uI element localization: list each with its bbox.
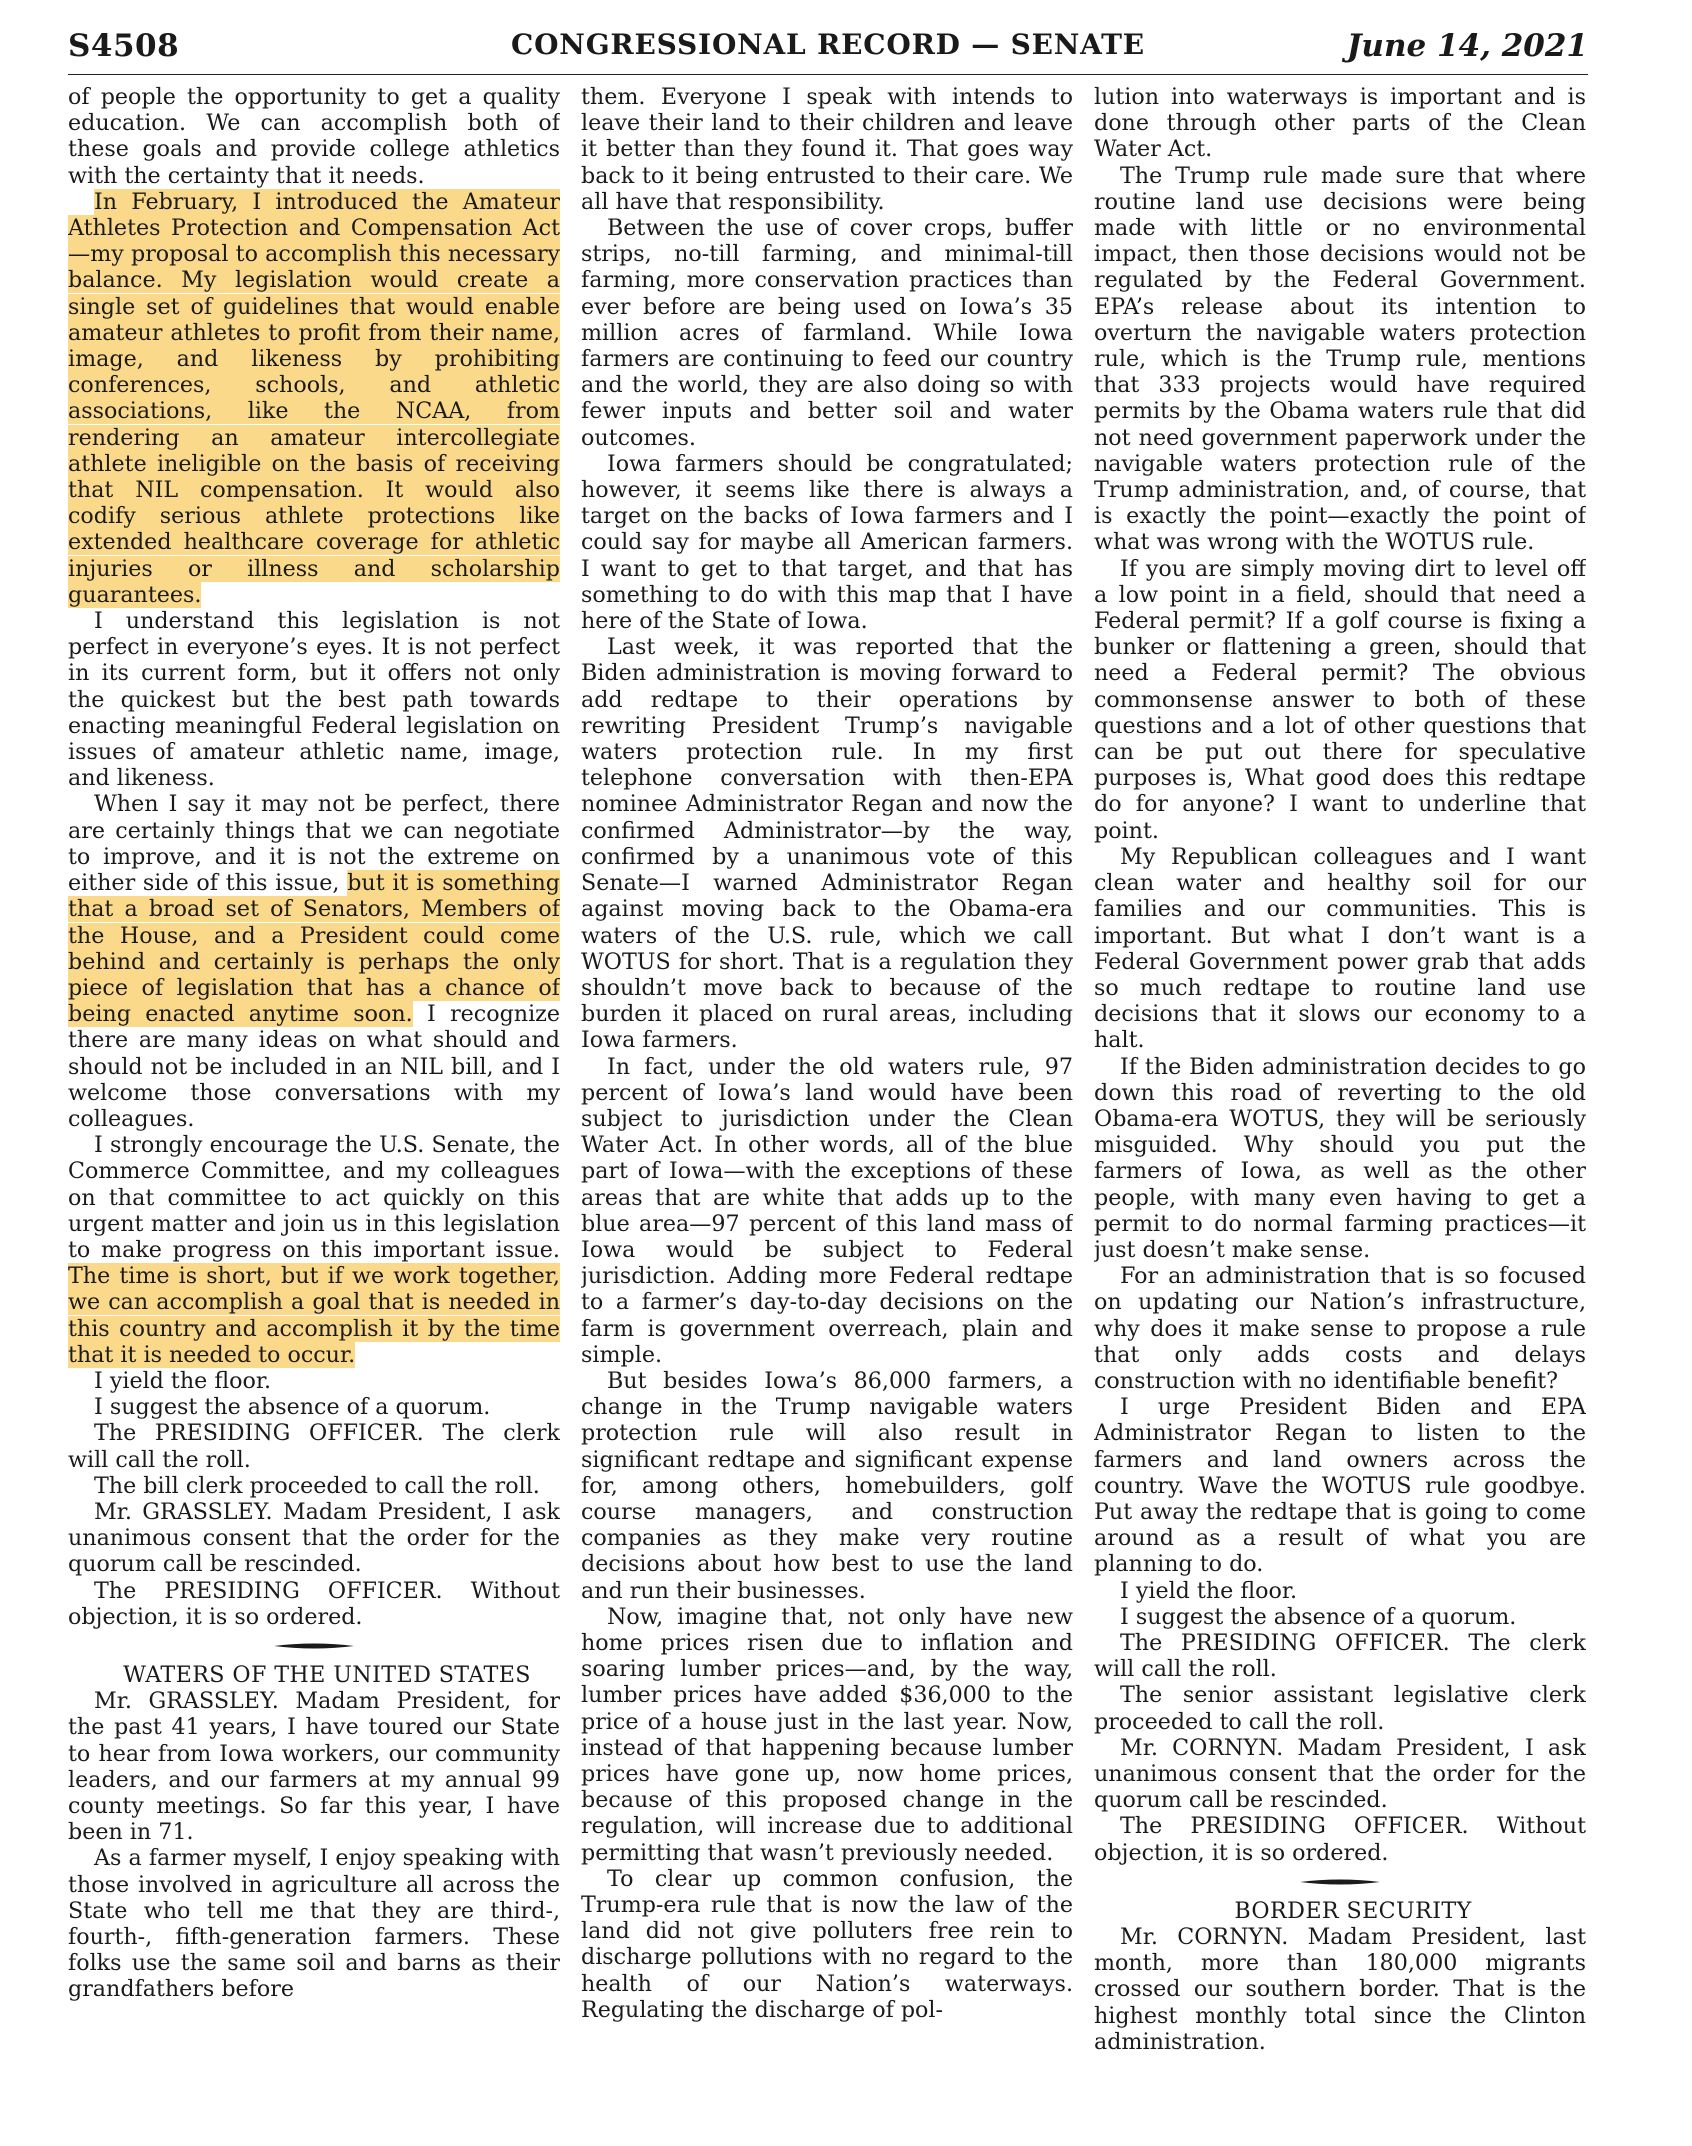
paragraph: But besides Iowa’s 86,000 farmers, a change in the Trump navigable waters protection rule will also result in significant redtape and significant expense for, among others, homebuilders, golf course managers, and construction companies as they make very routine decisions about how best to use the land and run their businesses.	[581, 1367, 1073, 1604]
section-heading-waters: WATERS OF THE UNITED STATES	[123, 1661, 531, 1688]
paragraph: The bill clerk proceeded to call the roll.	[94, 1472, 540, 1499]
paragraph: Iowa farmers should be congratulated; however, it seems like there is always a target on the backs of Iowa farmers and I could say for maybe all American farmers. I want to get to that target, and that has something to do with this map that I have here of the State of Iowa.	[581, 450, 1073, 635]
paragraph: Mr. GRASSLEY. Madam President, I ask unanimous consent that the order for the quorum call be rescinded.	[68, 1498, 560, 1578]
paragraph: The PRESIDING OFFICER. Without objection, it is so ordered.	[68, 1577, 560, 1630]
paragraph	[68, 189, 560, 608]
paragraph: Mr. GRASSLEY. Madam President, for the past 41 years, I have toured our State to hear from Iowa workers, our community leaders, and our farmers at my annual 99 county meetings. So far this year, I have been in 71.	[68, 1688, 560, 1846]
paragraph	[68, 791, 560, 1132]
paragraph: Mr. CORNYN. Madam President, I ask unanimous consent that the order for the quorum call be rescinded.	[1094, 1734, 1586, 1814]
paragraph: The PRESIDING OFFICER. The clerk will call the roll.	[68, 1420, 560, 1473]
paragraph: If the Biden administration decides to go down this road of reverting to the old Obama-era WOTUS, they will be seriously misguided. Why should you put the farmers of Iowa, as well as the other people, with many even having to get a permit to do normal farming practices—it just doesn’t make sense.	[1094, 1053, 1586, 1263]
paragraph: I yield the floor.	[1120, 1577, 1298, 1604]
paragraph: I understand this legislation is not perfect in everyone’s eyes. It is not perfect in its current form, but it offers not only the quickest but the best path towards enacting meaningful Federal legislation on issues of amateur athletic name, image, and likeness.	[68, 608, 560, 792]
paragraph: For an administration that is so focused on updating our Nation’s infrastructure, why does it make sense to propose a rule that only adds costs and delays construction with no identifiable benefit?	[1094, 1263, 1586, 1394]
paragraph: The PRESIDING OFFICER. Without objection, it is so ordered.	[1094, 1813, 1586, 1866]
paragraph: lution into waterways is important and is done through other parts of the Clean Water Act.	[1094, 84, 1586, 163]
paragraph: To clear up common confusion, the Trump-era rule that is now the law of the land did not give polluters free rein to discharge pollutions with no regard to the health of our Nation’s waterways. Regulating the discharge of pol-	[581, 1865, 1073, 2023]
publication-title: CONGRESSIONAL RECORD — SENATE	[511, 28, 1145, 61]
paragraph: I suggest the absence of a quorum.	[94, 1394, 491, 1421]
paragraph: The senior assistant legislative clerk proceeded to call the roll.	[1094, 1682, 1586, 1735]
text-column-2	[581, 84, 1073, 2129]
paragraph: If you are simply moving dirt to level off a low point in a field, should that need a Federal permit? If a golf course is fixing a bunker or flattening a green, should that need a Federal permit? The obvious commonsense answer to both of these questions and a lot of other questions that can be put out there for speculative purposes is, What good does this redtape do for anyone? I want to underline that point.	[1094, 555, 1586, 844]
paragraph: The Trump rule made sure that where routine land use decisions were being made with little or no environmental impact, then those decisions would not be regulated by the Federal Government. EPA’s release about its intention to overturn the navigable waters protection rule, which is the Trump rule, mentions that 333 projects would have required permits by the Obama waters rule that did not need government paperwork under the navigable waters protection rule of the Trump administration, and, of course, that is exactly the point—exactly the point of what was wrong with the WOTUS rule.	[1094, 162, 1586, 556]
paragraph: Between the use of cover crops, buffer strips, no-till farming, and minimal-till farming, more conservation practices than ever before are being used on Iowa’s 35 million acres of farmland. While Iowa farmers are continuing to feed our country and the world, they are also doing so with fewer inputs and better soil and water outcomes.	[581, 215, 1073, 451]
paragraph: Now, imagine that, not only have new home prices risen due to inflation and soaring lumber prices—and, by the way, lumber prices have added $36,000 to the price of a house just in the last year. Now, instead of that happening because lumber prices have gone up, now home prices, because of this proposed change in the regulation, will increase due to additional permitting that wasn’t previously needed.	[581, 1603, 1073, 1866]
paragraph: In fact, under the old waters rule, 97 percent of Iowa’s land would have been subject to jurisdiction under the Clean Water Act. In other words, all of the blue part of Iowa—with the exceptions of these areas that are white that adds up to the blue area—97 percent of this land mass of Iowa would be subject to Federal jurisdiction. Adding more Federal redtape to a farmer’s day-to-day decisions on the farm is government overreach, plain and simple.	[581, 1053, 1073, 1368]
paragraph: of people the opportunity to get a quality education. We can accomplish both of these goals and provide college athletics with the certainty that it needs.	[68, 84, 560, 189]
section-divider	[274, 1642, 354, 1650]
text-column-1	[68, 84, 560, 2129]
paragraph-text: I recognize there are many ideas on what should and should not be included in an NIL bill, and I welcome those conversations with my colleagues.	[68, 1001, 560, 1132]
paragraph: them. Everyone I speak with intends to leave their land to their children and leave it better than they found it. That goes way back to it being entrusted to their care. We all have that responsibility.	[581, 84, 1073, 215]
paragraph: I yield the floor.	[94, 1367, 272, 1394]
paragraph	[68, 1132, 560, 1368]
section-heading-border: BORDER SECURITY	[1234, 1897, 1472, 1924]
page-number: S4508	[68, 28, 180, 64]
paragraph: Mr. CORNYN. Madam President, last month, more than 180,000 migrants crossed our southern border. That is the highest monthly total since the Clinton administration.	[1094, 1924, 1586, 2055]
paragraph: I suggest the absence of a quorum.	[1120, 1603, 1517, 1630]
paragraph: My Republican colleagues and I want clean water and healthy soil for our families and our communities. This is important. But what I don’t want is a Federal Government power grab that adds so much redtape to routine land use decisions that it slows our economy to a halt.	[1094, 843, 1586, 1054]
highlighted-text: The time is short, but if we work together, we can accomplish a goal that is needed in this country and accomplish it by the time that it is needed to occur.	[68, 1263, 560, 1368]
paragraph: Last week, it was reported that the Biden administration is moving forward to add redtape to their operations by rewriting President Trump’s navigable waters protection rule. In my first telephone conversation with then-EPA nominee Administrator Regan and now the confirmed Administrator—by the way, confirmed by a unanimous vote of this Senate—I warned Administrator Regan against moving back to the Obama-era waters of the U.S. rule, which we call WOTUS for short. That is a regulation they shouldn’t move back to because of the burden it placed on rural areas, including Iowa farmers.	[581, 634, 1073, 1054]
issue-date: June 14, 2021	[1346, 28, 1588, 64]
paragraph: I urge President Biden and EPA Administrator Regan to listen to the farmers and land owners across the country. Wave the WOTUS rule goodbye. Put away the redtape that is going to come around as a result of what you are planning to do.	[1094, 1394, 1586, 1578]
section-divider	[1300, 1878, 1380, 1886]
page-header	[68, 26, 1588, 75]
highlighted-text: but it is something that a broad set of Senators, Members of the House, and a President could come behind and certainly is perhaps the only piece of legislation that has a chance of being enacted anytime soon.	[68, 870, 560, 1028]
highlighted-text: In February, I introduced the Amateur Athletes Protection and Compensation Act—my proposal to accomplish this necessary balance. My legislation would create a single set of guidelines that would enable amateur athletes to profit from their name, image, and likeness by prohibiting conferences, schools, and athletic associations, like the NCAA, from rendering an amateur intercollegiate athlete ineligible on the basis of receiving that NIL compensation. It would also codify serious athlete protections like extended healthcare coverage for athletic injuries or illness and scholarship guarantees.	[68, 188, 560, 608]
paragraph: The PRESIDING OFFICER. The clerk will call the roll.	[1094, 1629, 1586, 1683]
text-column-3	[1094, 84, 1586, 2129]
paragraph: As a farmer myself, I enjoy speaking with those involved in agriculture all across the State who tell me that they are third-, fourth-, fifth-generation farmers. These folks use the same soil and barns as their grandfathers before	[68, 1845, 560, 2003]
paragraph-text: I strongly encourage the U.S. Senate, the Commerce Committee, and my colleagues on that committee to act quickly on this urgent matter and join us in this legislation to make progress on this important issue.	[68, 1132, 560, 1263]
paragraph-text: When I say it may not be perfect, there are certainly things that we can negotiate to improve, and it is not the extreme on either side of this issue,	[68, 791, 560, 897]
